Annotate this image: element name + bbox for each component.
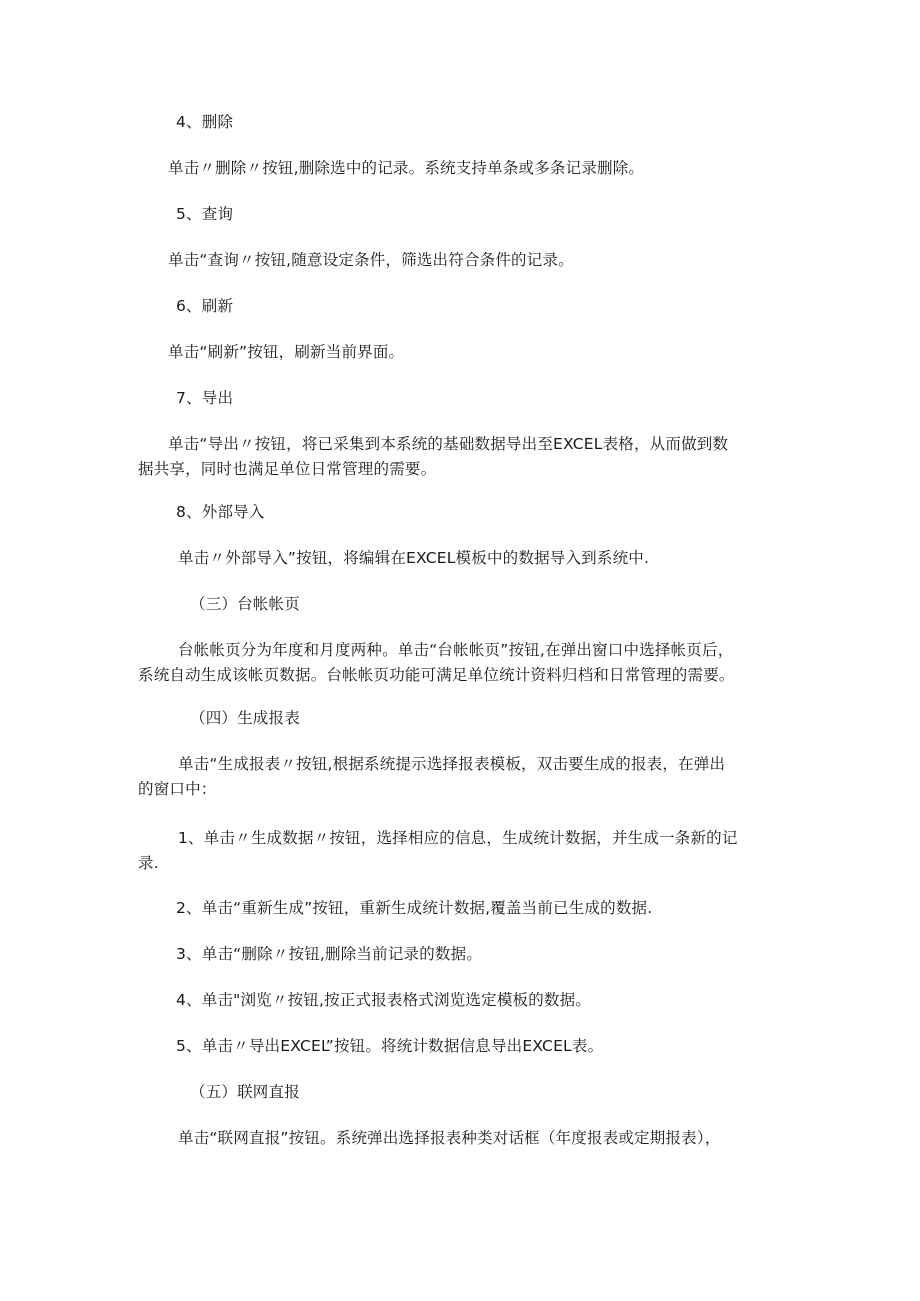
- list-item-2: 2、单击“重新生成”按钮，重新生成统计数据,覆盖当前已生成的数据.: [176, 899, 653, 917]
- paragraph-external-import: 单击〃外部导入”按钮，将编辑在EXCEL模板中的数据导入到系统中.: [178, 549, 650, 567]
- paragraph-ledger-line2: 系统自动生成该帐页数据。台帐帐页功能可满足单位统计资料归档和日常管理的需要。: [138, 666, 735, 684]
- list-item-1-line2: 录.: [138, 854, 159, 872]
- section-ledger-pages: （三）台帐帐页: [190, 595, 300, 613]
- paragraph-generate-line1: 单击“生成报表〃按钮,根据系统提示选择报表模板，双击要生成的报表，在弹出: [178, 755, 726, 773]
- paragraph-refresh: 单击“刷新”按钮，刷新当前界面。: [168, 343, 405, 361]
- paragraph-generate-line2: 的窗口中：: [138, 780, 217, 798]
- heading-refresh: 6、刷新: [176, 297, 234, 315]
- heading-delete: 4、删除: [176, 113, 234, 131]
- paragraph-export-line2: 据共享，同时也满足单位日常管理的需要。: [138, 460, 437, 478]
- list-item-1-line1: 1、单击〃生成数据〃按钮，选择相应的信息，生成统计数据，并生成一条新的记: [178, 829, 738, 847]
- section-generate-report: （四）生成报表: [190, 709, 300, 727]
- section-online-report: （五）联网直报: [190, 1083, 300, 1101]
- paragraph-export-line1: 单击“导出〃按钮，将已采集到本系统的基础数据导出至EXCEL表格，从而做到数: [168, 435, 729, 453]
- list-item-4: 4、单击"浏览〃按钮,按正式报表格式浏览选定模板的数据。: [176, 991, 592, 1009]
- heading-query: 5、查询: [176, 205, 234, 223]
- list-item-5: 5、单击〃导出EXCEL”按钮。将统计数据信息导出EXCEL表。: [176, 1037, 604, 1055]
- paragraph-online-report: 单击“联网直报”按钮。系统弹出选择报表种类对话框（年度报表或定期报表），: [178, 1129, 721, 1147]
- heading-export: 7、导出: [176, 389, 234, 407]
- paragraph-ledger-line1: 台帐帐页分为年度和月度两种。单击“台帐帐页”按钮,在弹出窗口中选择帐页后，: [178, 641, 734, 659]
- list-item-3: 3、单击“删除〃按钮,删除当前记录的数据。: [176, 945, 483, 963]
- paragraph-query: 单击“查询〃按钮,随意设定条件，筛选出符合条件的记录。: [168, 251, 574, 269]
- paragraph-delete: 单击〃删除〃按钮,删除选中的记录。系统支持单条或多条记录删除。: [168, 159, 645, 177]
- heading-external-import: 8、外部导入: [176, 503, 265, 521]
